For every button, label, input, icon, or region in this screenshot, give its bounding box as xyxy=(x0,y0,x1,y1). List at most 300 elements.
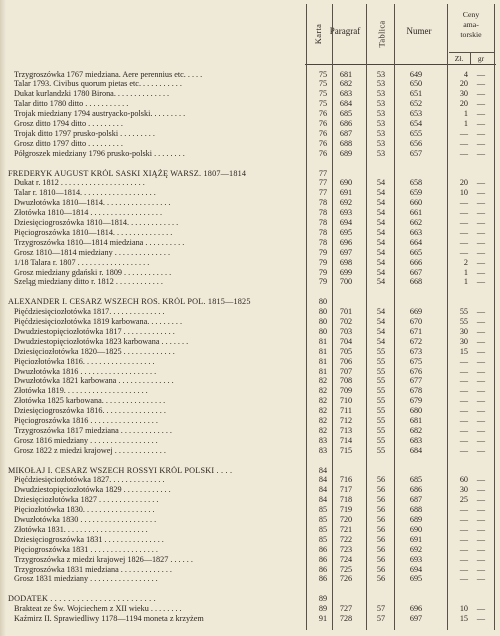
entry-karta: 83 xyxy=(318,445,328,455)
header-paragraf: Paragraf xyxy=(329,26,361,36)
entry-numer: 662 xyxy=(409,218,423,227)
entry-price-gr: — xyxy=(476,257,486,267)
entry-karta: 78 xyxy=(318,227,328,237)
table-row xyxy=(0,277,500,287)
entry-tablica: 55 xyxy=(376,396,386,406)
entry-price-zl: 4 xyxy=(463,69,468,79)
entry-price-zl: — xyxy=(459,386,468,396)
entry-description: Pięciogroszówka 1810—1814. . . . . . . . . . . . . . . xyxy=(14,227,173,237)
table-row xyxy=(0,228,500,238)
entry-numer: 670 xyxy=(409,317,423,326)
entry-price-zl: 1 xyxy=(463,267,468,277)
table-row xyxy=(0,248,500,258)
entry-tablica: 54 xyxy=(376,227,386,237)
entry-tablica: 56 xyxy=(376,505,386,515)
entry-description: Kaźmirz II. Sprawiedliwy 1178—1194 moneta z krzyżem xyxy=(14,614,204,623)
entry-paragraf: 695 xyxy=(339,227,353,237)
entry-tablica: 57 xyxy=(376,614,386,623)
entry-karta: 79 xyxy=(318,247,328,257)
entry-paragraf: 701 xyxy=(339,307,353,317)
entry-description: Dukat kurlandzki 1780 Birona. . . . . . . . . . . . . . xyxy=(14,89,170,99)
entry-tablica: 53 xyxy=(376,79,386,89)
entry-numer: 671 xyxy=(409,326,423,336)
entry-tablica: 53 xyxy=(376,99,386,109)
entry-paragraf: 683 xyxy=(339,89,353,99)
entry-karta: 75 xyxy=(318,79,328,89)
entry-price-gr: — xyxy=(476,445,486,455)
entry-price-zl: — xyxy=(459,376,468,386)
table-row xyxy=(0,129,500,139)
entry-price-gr: — xyxy=(476,148,486,158)
entry-price-gr: — xyxy=(476,614,486,623)
entry-description: Grosz miedziany gdański r. 1809 . . . . . . . . . . . . xyxy=(14,267,172,277)
entry-price-gr: — xyxy=(476,515,486,524)
entry-price-zl: 20 xyxy=(459,178,468,188)
entry-tablica: 56 xyxy=(376,524,386,534)
entry-price-zl: — xyxy=(459,208,468,218)
entry-karta: 80 xyxy=(318,317,328,326)
entry-numer: 655 xyxy=(409,128,423,138)
entry-tablica: 53 xyxy=(376,119,386,128)
entry-numer: 660 xyxy=(409,198,423,208)
entry-tablica: 56 xyxy=(376,544,386,554)
entry-karta: 81 xyxy=(318,346,328,356)
entry-tablica: 53 xyxy=(376,128,386,138)
entry-price-gr: — xyxy=(476,69,486,79)
entry-description: DODATEK . . . . . . . . . . . . . . . . . . . . . . . . xyxy=(8,594,156,604)
entry-numer: 649 xyxy=(409,69,423,79)
entry-numer: 685 xyxy=(409,475,423,485)
entry-tablica: 56 xyxy=(376,574,386,584)
header-karta-label: Karta xyxy=(313,23,324,45)
entry-price-zl: 20 xyxy=(459,79,468,89)
entry-paragraf: 693 xyxy=(339,208,353,218)
entry-description: Dziesięciogroszówka 1816. . . . . . . . . . . . . . . . xyxy=(14,406,166,416)
section-heading-row xyxy=(0,466,500,476)
entry-paragraf: 717 xyxy=(339,485,353,495)
table-row xyxy=(0,198,500,208)
entry-price-gr: — xyxy=(476,346,486,356)
entry-numer: 672 xyxy=(409,336,423,346)
table-row xyxy=(0,357,500,367)
header-ceny-line1: Ceny xyxy=(462,10,480,19)
entry-price-zl: — xyxy=(459,406,468,416)
entry-karta: 81 xyxy=(318,336,328,346)
entry-description: Dwudziestopięciozłotówka 1817 . . . . . . . . . . . . . xyxy=(14,326,175,336)
entry-price-zl: 30 xyxy=(459,89,468,99)
entry-paragraf: 682 xyxy=(339,79,353,89)
table-row xyxy=(0,604,500,614)
table-row xyxy=(0,535,500,545)
entry-paragraf: 714 xyxy=(339,435,353,445)
entry-numer: 658 xyxy=(409,178,423,188)
entry-price-gr: — xyxy=(476,99,486,109)
entry-price-zl: — xyxy=(459,128,468,138)
entry-paragraf: 720 xyxy=(339,515,353,524)
entry-karta: 79 xyxy=(318,267,328,277)
entry-description: FREDERYK AUGUST KRÓL SASKI XIĄŻĘ WARSZ. 1807—1814 xyxy=(8,168,247,178)
entry-price-zl: — xyxy=(459,534,468,544)
entry-price-zl: — xyxy=(459,237,468,247)
entry-karta: 76 xyxy=(318,138,328,148)
entry-price-zl: — xyxy=(459,574,468,584)
entry-paragraf: 698 xyxy=(339,257,353,267)
entry-tablica: 54 xyxy=(376,178,386,188)
entry-price-zl: 10 xyxy=(459,604,468,614)
entry-paragraf: 722 xyxy=(339,534,353,544)
entry-karta: 75 xyxy=(318,99,328,109)
table-row xyxy=(0,396,500,406)
entry-description: Trzygroszówka 1810—1814 miedziana . . . . . . . . . . xyxy=(14,237,185,247)
entry-price-zl: — xyxy=(459,524,468,534)
entry-karta: 79 xyxy=(318,257,328,267)
entry-price-gr: — xyxy=(476,604,486,614)
table-row xyxy=(0,89,500,99)
entry-karta: 84 xyxy=(318,485,328,495)
table-row xyxy=(0,99,500,109)
entry-description: Trzygroszówka z miedzi krajowej 1826—1827 . . . . . . xyxy=(14,554,193,564)
entry-numer: 650 xyxy=(409,79,423,89)
entry-tablica: 57 xyxy=(376,604,386,614)
entry-karta: 76 xyxy=(318,128,328,138)
entry-paragraf: 721 xyxy=(339,524,353,534)
entry-price-zl: 1 xyxy=(463,109,468,119)
entry-price-zl: — xyxy=(459,515,468,524)
entry-tablica: 54 xyxy=(376,317,386,326)
entry-price-gr: — xyxy=(476,366,486,376)
entry-price-zl: — xyxy=(459,416,468,425)
table-row xyxy=(0,119,500,129)
entry-price-zl: — xyxy=(459,544,468,554)
entry-karta: 86 xyxy=(318,564,328,574)
entry-karta: 84 xyxy=(318,495,328,505)
entry-price-gr: — xyxy=(476,564,486,574)
entry-description: Talar ditto 1780 ditto . . . . . . . . . . . xyxy=(14,99,129,109)
entry-paragraf: 706 xyxy=(339,356,353,366)
entry-description: Szeląg miedziany ditto r. 1812 . . . . . . . . . . . . xyxy=(14,277,163,287)
entry-tablica: 54 xyxy=(376,247,386,257)
entry-description: Brakteat ze Św. Wojciechem z XII wieku . . . . . . . . xyxy=(14,604,182,614)
entry-karta: 80 xyxy=(318,326,328,336)
header-numer: Numer xyxy=(406,26,432,36)
table-row xyxy=(0,416,500,426)
entry-karta: 85 xyxy=(318,515,328,524)
entry-price-zl: 25 xyxy=(459,495,468,505)
header-zl: Zł. xyxy=(454,54,464,63)
entry-karta: 89 xyxy=(318,594,328,604)
table-row xyxy=(0,268,500,278)
entry-description: Półgroszek miedziany 1796 prusko-polski . . . . . . . . xyxy=(14,148,185,158)
entry-karta: 82 xyxy=(318,376,328,386)
entry-description: Pięćdziesięciozłotówka 1817. . . . . . . . . . . . . . xyxy=(14,307,165,317)
entry-tablica: 55 xyxy=(376,376,386,386)
entry-paragraf: 712 xyxy=(339,416,353,425)
entry-description: Pięciogroszówka 1831 . . . . . . . . . . . . . . . . . xyxy=(14,544,158,554)
entry-description: Pięciogroszówka 1816 . . . . . . . . . . . . . . . . . xyxy=(14,416,158,425)
entry-numer: 686 xyxy=(409,485,423,495)
entry-numer: 676 xyxy=(409,366,423,376)
entry-karta: 75 xyxy=(318,69,328,79)
table-row xyxy=(0,287,500,297)
entry-price-gr: — xyxy=(476,376,486,386)
entry-price-gr: — xyxy=(476,218,486,227)
entry-karta: 82 xyxy=(318,416,328,425)
entry-paragraf: 688 xyxy=(339,138,353,148)
entry-numer: 694 xyxy=(409,564,423,574)
entry-paragraf: 727 xyxy=(339,604,353,614)
entry-price-gr: — xyxy=(476,386,486,396)
entry-paragraf: 728 xyxy=(339,614,353,623)
table-row xyxy=(0,139,500,149)
table-row xyxy=(0,327,500,337)
entry-description: Trzygroszówka 1831 miedziana . . . . . . . . . . . . . xyxy=(14,564,172,574)
entry-numer: 680 xyxy=(409,406,423,416)
entry-description: Grosz 1816 miedziany . . . . . . . . . . . . . . . . . xyxy=(14,435,158,445)
entry-numer: 695 xyxy=(409,574,423,584)
entry-karta: 78 xyxy=(318,237,328,247)
entry-description: Dukat r. 1812 . . . . . . . . . . . . . . . . . . . . . xyxy=(14,178,145,188)
entry-karta: 76 xyxy=(318,148,328,158)
table-row xyxy=(0,188,500,198)
entry-price-gr: — xyxy=(476,435,486,445)
entry-paragraf: 684 xyxy=(339,99,353,109)
entry-price-zl: 60 xyxy=(459,475,468,485)
entry-paragraf: 686 xyxy=(339,119,353,128)
entry-price-gr: — xyxy=(476,495,486,505)
entry-price-gr: — xyxy=(476,574,486,584)
entry-paragraf: 724 xyxy=(339,554,353,564)
entry-numer: 691 xyxy=(409,534,423,544)
entry-paragraf: 687 xyxy=(339,128,353,138)
table-row xyxy=(0,70,500,80)
entry-description: Dziesięciogroszówka 1831 . . . . . . . . . . . . . . . xyxy=(14,534,164,544)
entry-description: Dwuzłotówka 1816 . . . . . . . . . . . . . . . . . . . xyxy=(14,366,157,376)
entry-karta: 85 xyxy=(318,524,328,534)
table-row xyxy=(0,347,500,357)
entry-numer: 679 xyxy=(409,396,423,406)
entry-price-gr: — xyxy=(476,178,486,188)
entry-karta: 78 xyxy=(318,198,328,208)
table-row xyxy=(0,307,500,317)
entry-price-zl: — xyxy=(459,396,468,406)
entry-description: Trojak ditto 1797 prusko-polski . . . . . . . . . xyxy=(14,128,155,138)
entry-karta: 76 xyxy=(318,119,328,128)
entry-description: Złotówka 1831. . . . . . . . . . . . . . . . . . . . . xyxy=(14,524,148,534)
entry-description: Trzygroszówka 1817 miedziana . . . . . . . . . . . . . xyxy=(14,425,172,435)
entry-numer: 692 xyxy=(409,544,423,554)
entry-numer: 690 xyxy=(409,524,423,534)
table-row xyxy=(0,208,500,218)
entry-numer: 677 xyxy=(409,376,423,386)
table-row xyxy=(0,515,500,525)
entry-numer: 663 xyxy=(409,227,423,237)
entry-price-gr: — xyxy=(476,307,486,317)
entry-price-gr: — xyxy=(476,138,486,148)
entry-description: Dziesięciogroszówka 1810—1814. . . . . . . . . . . . . xyxy=(14,218,179,227)
entry-price-zl: — xyxy=(459,247,468,257)
entry-karta: 79 xyxy=(318,277,328,287)
table-row xyxy=(0,337,500,347)
entry-price-gr: — xyxy=(476,475,486,485)
table-row xyxy=(0,79,500,89)
entry-paragraf: 700 xyxy=(339,277,353,287)
entry-numer: 693 xyxy=(409,554,423,564)
entry-paragraf: 719 xyxy=(339,505,353,515)
entry-price-zl: 15 xyxy=(459,614,468,623)
table-row xyxy=(0,584,500,594)
entry-description: Pięćdziesięciozłotówka 1827. . . . . . . . . . . . . . xyxy=(14,475,165,485)
entry-paragraf: 696 xyxy=(339,237,353,247)
entry-price-gr: — xyxy=(476,406,486,416)
entry-karta: 77 xyxy=(318,178,328,188)
entry-karta: 78 xyxy=(318,218,328,227)
entry-paragraf: 699 xyxy=(339,267,353,277)
entry-tablica: 54 xyxy=(376,336,386,346)
entry-numer: 665 xyxy=(409,247,423,257)
entry-tablica: 56 xyxy=(376,554,386,564)
entry-numer: 651 xyxy=(409,89,423,99)
entry-numer: 667 xyxy=(409,267,423,277)
entry-price-zl: 30 xyxy=(459,336,468,346)
table-row xyxy=(0,159,500,169)
entry-price-zl: — xyxy=(459,366,468,376)
entry-description: Dwudziestopięciozłotówka 1829 . . . . . . . . . . . . xyxy=(14,485,171,495)
table-row xyxy=(0,149,500,159)
entry-paragraf: 697 xyxy=(339,247,353,257)
entry-tablica: 54 xyxy=(376,208,386,218)
table-row xyxy=(0,317,500,327)
entry-description: Talar 1793. Civibus quorum pietas etc. . . . . . . . . . . xyxy=(14,79,182,89)
entry-description: Dwuzłotówka 1810—1814. . . . . . . . . . . . . . . . . xyxy=(14,198,171,208)
entry-price-gr: — xyxy=(476,267,486,277)
entry-paragraf: 725 xyxy=(339,564,353,574)
entry-tablica: 56 xyxy=(376,515,386,524)
entry-price-gr: — xyxy=(476,89,486,99)
header-ceny-line3: torskie xyxy=(460,30,482,39)
entry-numer: 697 xyxy=(409,614,423,623)
table-row xyxy=(0,436,500,446)
entry-karta: 82 xyxy=(318,386,328,396)
entry-karta: 77 xyxy=(318,188,328,198)
entry-description: Dziesięciozłotówka 1820—1825 . . . . . . . . . . . . . xyxy=(14,346,175,356)
entry-paragraf: 711 xyxy=(340,406,352,416)
table-row xyxy=(0,495,500,505)
entry-numer: 666 xyxy=(409,257,423,267)
entry-price-gr: — xyxy=(476,208,486,218)
entry-karta: 84 xyxy=(318,475,328,485)
entry-paragraf: 710 xyxy=(339,396,353,406)
entry-price-zl: — xyxy=(459,148,468,158)
entry-price-zl: — xyxy=(459,356,468,366)
entry-tablica: 56 xyxy=(376,485,386,495)
entry-price-zl: 30 xyxy=(459,326,468,336)
entry-paragraf: 718 xyxy=(339,495,353,505)
entry-description: Grosz 1810—1814 miedziany . . . . . . . . . . . . . . xyxy=(14,247,170,257)
table-row xyxy=(0,614,500,624)
header-tablica-label: Tablica xyxy=(376,20,386,48)
entry-karta: 84 xyxy=(318,465,328,475)
entry-price-zl: — xyxy=(459,505,468,515)
table-row xyxy=(0,218,500,228)
entry-description: Trojak miedziany 1794 austryacko-polski. . . . . . . . . xyxy=(14,109,186,119)
entry-paragraf: 709 xyxy=(339,386,353,396)
entry-tablica: 55 xyxy=(376,356,386,366)
entry-paragraf: 713 xyxy=(339,425,353,435)
table-row xyxy=(0,258,500,268)
entry-price-gr: — xyxy=(476,109,486,119)
entry-price-zl: — xyxy=(459,425,468,435)
entry-paragraf: 716 xyxy=(339,475,353,485)
entry-description: Dwuzłotówka 1821 karbowana . . . . . . . . . . . . . . xyxy=(14,376,174,386)
entry-karta: 78 xyxy=(318,208,328,218)
entry-karta: 91 xyxy=(318,614,328,623)
entry-price-gr: — xyxy=(476,277,486,287)
entry-price-gr: — xyxy=(476,188,486,198)
entry-numer: 661 xyxy=(409,208,423,218)
entry-tablica: 54 xyxy=(376,307,386,317)
entry-numer: 681 xyxy=(409,416,423,425)
entry-tablica: 56 xyxy=(376,475,386,485)
entry-price-zl: 15 xyxy=(459,346,468,356)
entry-tablica: 54 xyxy=(376,257,386,267)
entry-karta: 82 xyxy=(318,396,328,406)
entry-price-gr: — xyxy=(476,247,486,257)
entry-description: Dziesięciozłotówka 1827 . . . . . . . . . . . . . . . xyxy=(14,495,159,505)
entry-numer: 687 xyxy=(409,495,423,505)
table-row xyxy=(0,545,500,555)
entry-tablica: 55 xyxy=(376,366,386,376)
entry-tablica: 56 xyxy=(376,564,386,574)
entry-paragraf: 692 xyxy=(339,198,353,208)
entry-price-zl: — xyxy=(459,445,468,455)
entry-description: Pięciozłotówka 1830. . . . . . . . . . . . . . . . . . xyxy=(14,505,155,515)
entry-price-zl: — xyxy=(459,138,468,148)
entry-numer: 657 xyxy=(409,148,423,158)
entry-description: Talar r. 1810—1814. . . . . . . . . . . . . . . . . . . xyxy=(14,188,156,198)
table-row xyxy=(0,525,500,535)
table-row xyxy=(0,406,500,416)
entry-karta: 77 xyxy=(318,168,328,178)
entry-description: Trzygroszówka 1767 miedziana. Aere perennius etc. . . . . xyxy=(14,69,203,79)
entry-price-zl: — xyxy=(459,227,468,237)
entry-numer: 668 xyxy=(409,277,423,287)
entry-tablica: 54 xyxy=(376,198,386,208)
entry-karta: 86 xyxy=(318,544,328,554)
entry-numer: 659 xyxy=(409,188,423,198)
entry-price-zl: 30 xyxy=(459,485,468,495)
entry-karta: 81 xyxy=(318,366,328,376)
entry-tablica: 55 xyxy=(376,425,386,435)
entry-paragraf: 703 xyxy=(339,326,353,336)
entry-price-zl: — xyxy=(459,554,468,564)
entry-tablica: 53 xyxy=(376,89,386,99)
table-row xyxy=(0,386,500,396)
entry-tablica: 56 xyxy=(376,495,386,505)
entry-tablica: 54 xyxy=(376,277,386,287)
entry-price-zl: 55 xyxy=(459,317,468,326)
entry-price-gr: — xyxy=(476,128,486,138)
entry-karta: 85 xyxy=(318,534,328,544)
entry-price-gr: — xyxy=(476,544,486,554)
section-heading-row xyxy=(0,169,500,179)
entry-numer: 652 xyxy=(409,99,423,109)
table-row xyxy=(0,555,500,565)
entry-tablica: 53 xyxy=(376,109,386,119)
table-row xyxy=(0,456,500,466)
entry-paragraf: 705 xyxy=(339,346,353,356)
entry-description: Złotówka 1810—1814 . . . . . . . . . . . . . . . . . . xyxy=(14,208,163,218)
entry-karta: 75 xyxy=(318,89,328,99)
